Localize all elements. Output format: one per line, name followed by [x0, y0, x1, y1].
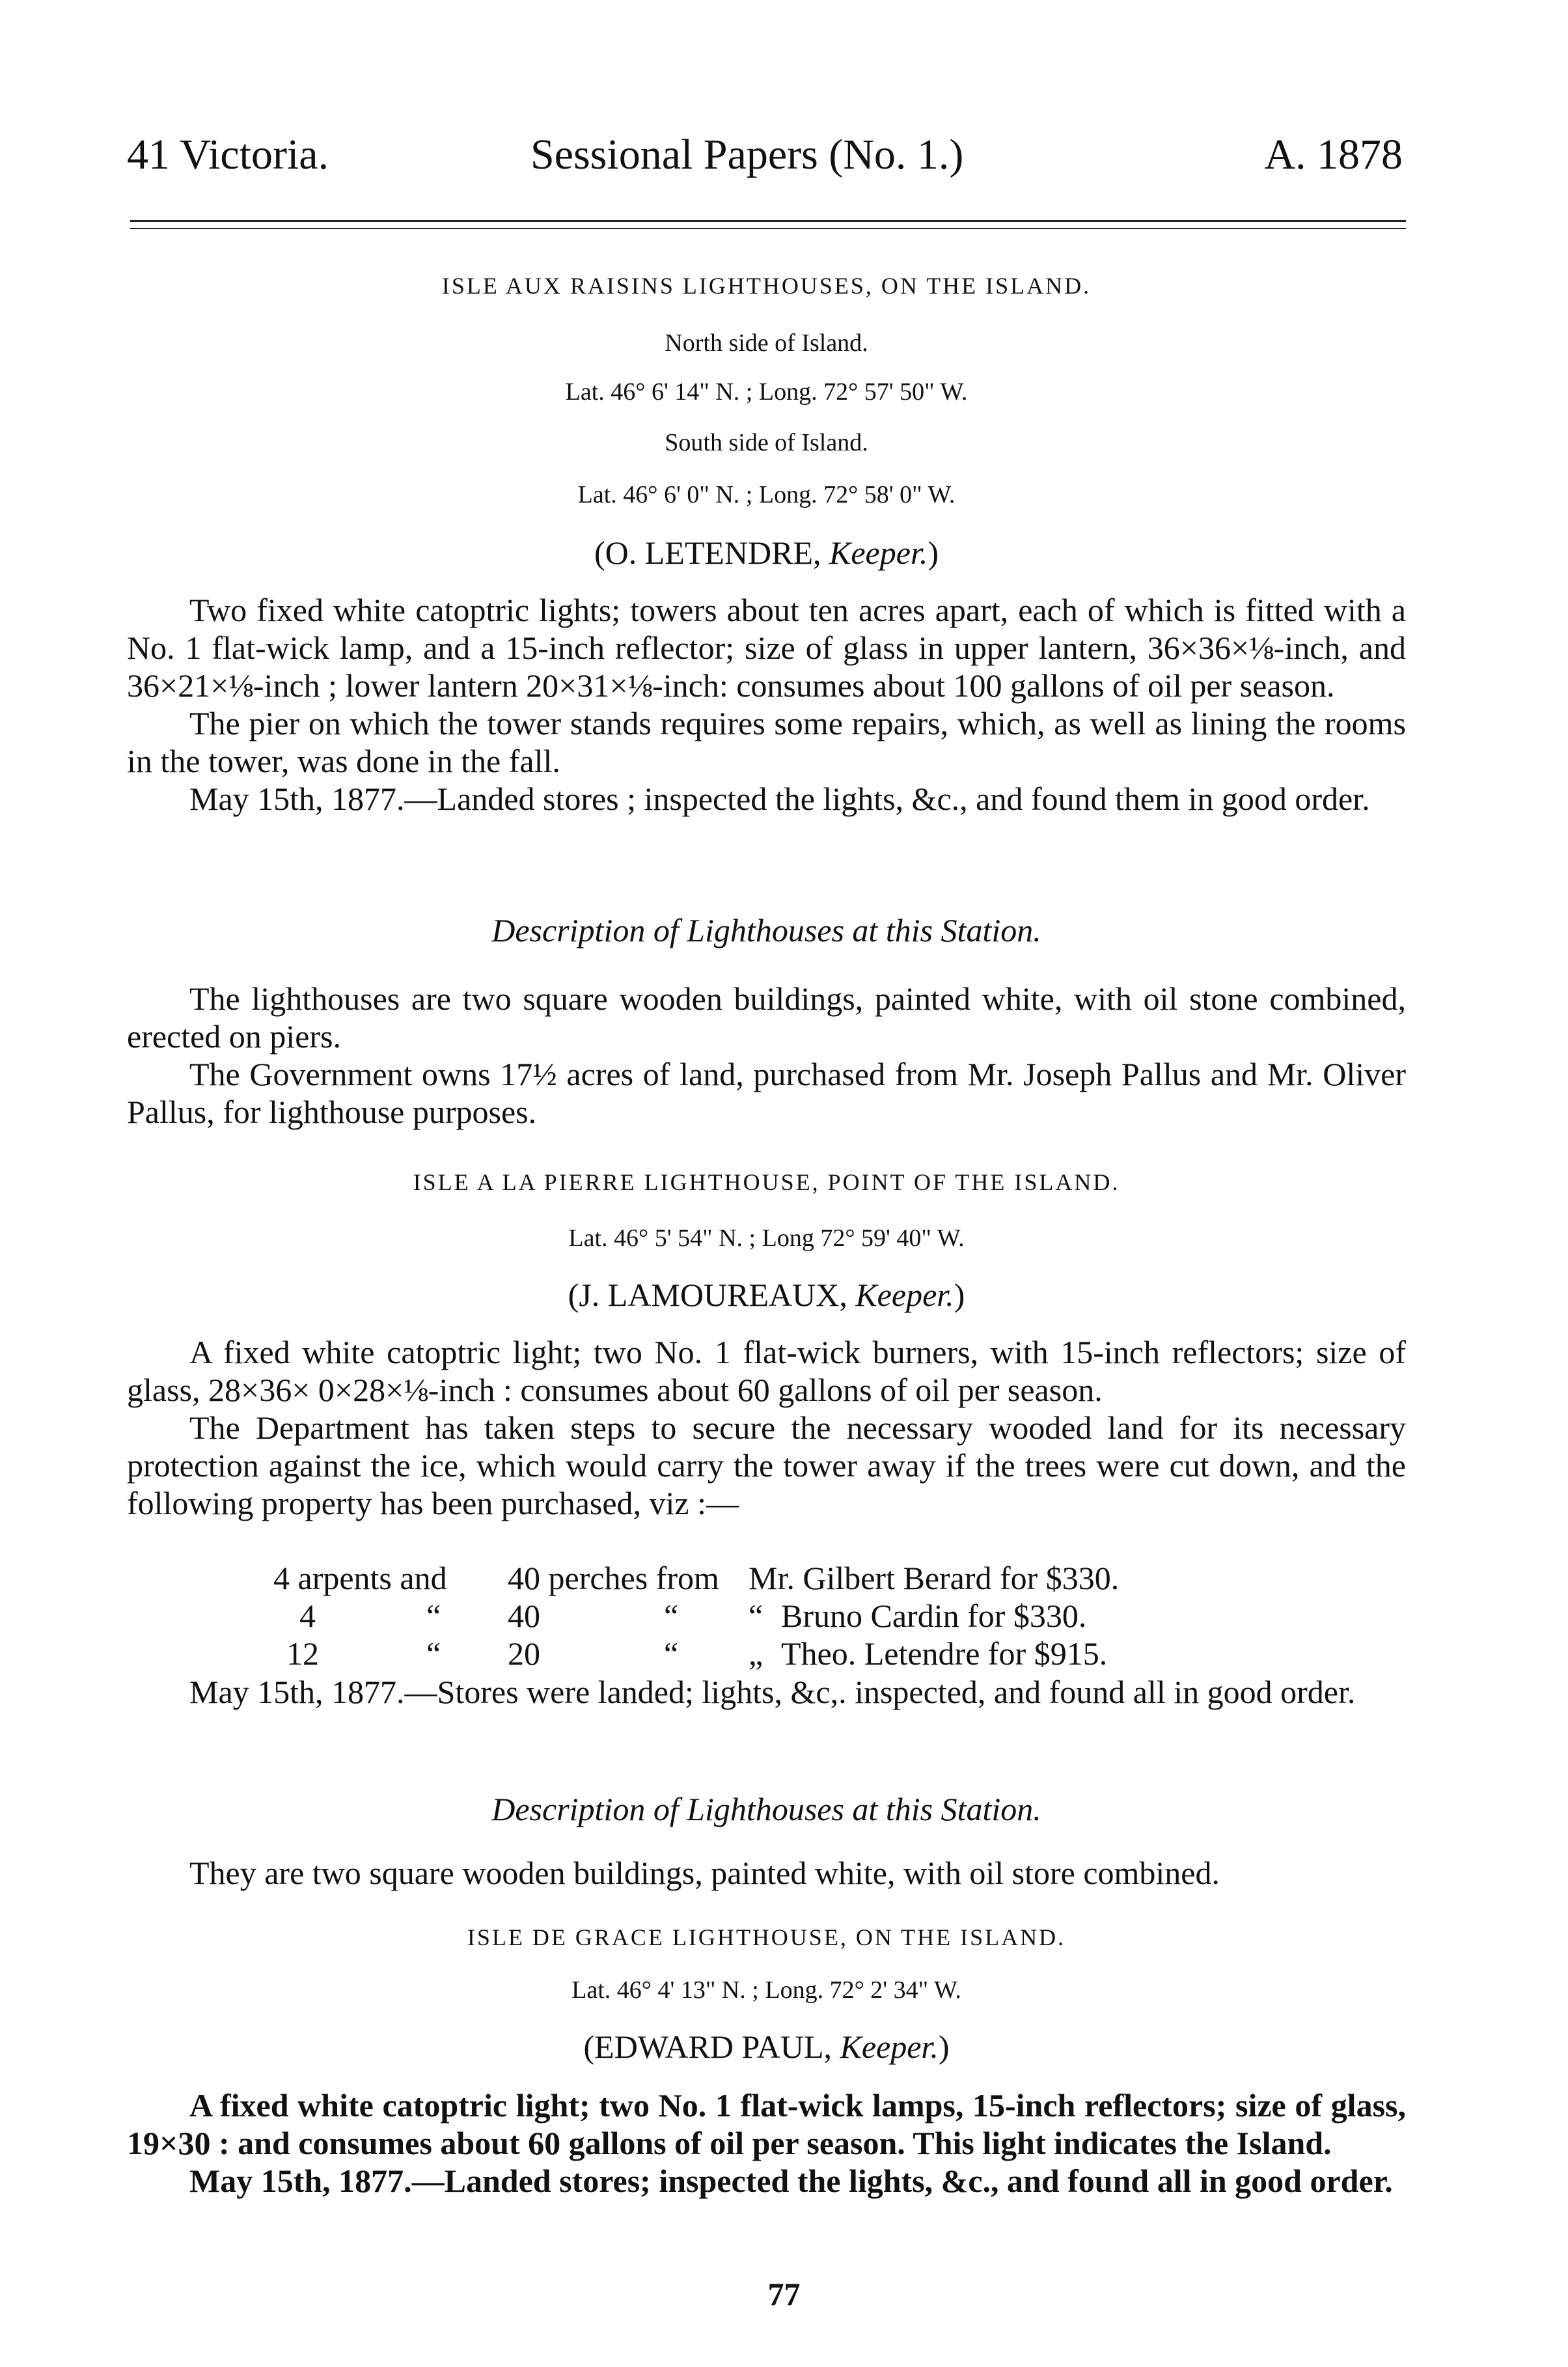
purchase-row: [247, 1635, 1224, 1672]
section-title: ISLE AUX RAISINS LIGHTHOUSES, ON THE ISLAND.: [441, 273, 1092, 299]
keeper-close: ): [928, 534, 939, 571]
purchase-row: [247, 1597, 1224, 1635]
keeper-name: EDWARD PAUL: [594, 2028, 824, 2065]
keeper-open: (O.: [594, 534, 645, 571]
description-heading: Description of Lighthouses at this Station.: [491, 1791, 1041, 1827]
arpents: 12: [286, 1635, 319, 1672]
location-line: Lat. 46° 6' 14" N. ; Long. 72° 57' 50" W.: [565, 378, 968, 406]
keeper-open: (: [583, 2028, 595, 2065]
location-line: Lat. 46° 5' 54" N. ; Long 72° 59' 40" W.: [568, 1225, 965, 1252]
paragraph: The Department has taken steps to secure the necessary wooded land for its necessary protection against the ice, which would carry the tower away if the trees were cut down, and the following property has been purchased, viz :—: [127, 1409, 1406, 1521]
seller: Theo. Letendre for $915.: [781, 1635, 1108, 1672]
ditto-mark: “: [664, 1635, 679, 1672]
header-year: A. 1878: [1264, 131, 1403, 178]
section-body: [127, 591, 1406, 818]
keeper-close: ): [938, 2028, 950, 2065]
header-rule-top: [130, 220, 1406, 222]
keeper-close: ): [954, 1277, 965, 1313]
header-title: Sessional Papers (No. 1.): [530, 131, 964, 178]
keeper-line: (J. LAMOUREAUX, Keeper.): [568, 1277, 965, 1313]
keeper-line: (EDWARD PAUL, Keeper.): [583, 2028, 950, 2065]
keeper-name: LETENDRE: [644, 534, 814, 571]
keeper-role: Keeper.: [829, 534, 928, 571]
page-number: 77: [767, 2276, 801, 2312]
description-body: [127, 980, 1406, 1131]
paragraph: Two fixed white catoptric lights; towers about ten acres apart, each of which is fitted with a No. 1 flat-wick lamp, and a 15-inch reflector; size of glass in upper lantern, 36×36×⅛-inch, and 36×21×⅛-inch ; lower lantern 20×31×⅛-inch: consumes about 100 gallons of oil per season.: [127, 592, 1406, 704]
arpents: 4 arpents and: [273, 1560, 447, 1596]
seller: Bruno Cardin for $330.: [781, 1598, 1087, 1634]
paragraph: May 15th, 1877.—Stores were landed; lights, &c,. inspected, and found all in good order.: [189, 1674, 1356, 1710]
keeper-role: Keeper.: [855, 1277, 954, 1313]
keeper-name: LAMOUREAUX: [607, 1277, 840, 1313]
closing-body: [127, 1673, 1406, 1711]
paragraph: The pier on which the tower stands requires some repairs, which, as well as lining the rooms in the tower, was done in the fall.: [127, 705, 1406, 779]
perches: 20: [508, 1635, 540, 1672]
location-line: Lat. 46° 4' 13" N. ; Long. 72° 2' 34" W.: [571, 1976, 961, 2004]
keeper-open: (J.: [568, 1277, 608, 1313]
paragraph: A fixed white catoptric light; two No. 1 flat-wick burners, with 15-inch reflectors; size of glass, 28×36× 0×28×⅛-inch : consumes about 60 gallons of oil per season.: [127, 1334, 1406, 1408]
location-line: Lat. 46° 6' 0" N. ; Long. 72° 58' 0" W.: [577, 481, 956, 508]
location-line: South side of Island.: [665, 429, 868, 456]
section-isle-aux-raisins: [127, 272, 1406, 299]
purchase-list: [247, 1559, 1224, 1672]
ditto-mark: “: [749, 1598, 763, 1634]
paragraph: May 15th, 1877.—Landed stores; inspected the lights, &c., and found all in good order.: [189, 2163, 1393, 2199]
section-isle-a-la-pierre: [127, 1169, 1406, 1196]
header-rule-bottom: [130, 228, 1406, 229]
keeper-line: (O. LETENDRE, Keeper.): [594, 534, 939, 571]
perches: 40: [508, 1598, 540, 1634]
paragraph: May 15th, 1877.—Landed stores ; inspected the lights, &c., and found them in good order.: [189, 781, 1370, 817]
keeper-role: Keeper.: [840, 2028, 939, 2065]
ditto-mark: “: [664, 1598, 679, 1634]
arpents: 4: [299, 1598, 316, 1634]
paragraph: A fixed white catoptric light; two No. 1 flat-wick lamps, 15-inch reflectors; size of glass, 19×30 : and consumes about 60 gallons of oil per season. This light indicates the Island.: [127, 2087, 1406, 2161]
ditto-mark: „: [749, 1635, 763, 1672]
location-line: North side of Island.: [665, 329, 868, 357]
ditto-mark: “: [426, 1635, 441, 1672]
perches: 40 perches from: [508, 1560, 719, 1596]
paragraph: They are two square wooden buildings, painted white, with oil store combined.: [189, 1855, 1220, 1891]
section-title: ISLE DE GRACE LIGHTHOUSE, ON THE ISLAND.: [467, 1924, 1066, 1950]
description-body: [127, 1854, 1406, 1892]
ditto-mark: “: [426, 1598, 441, 1634]
section-body: [127, 2086, 1406, 2200]
paragraph: The Government owns 17½ acres of land, purchased from Mr. Joseph Pallus and Mr. Oliver Pallus, for lighthouse purposes.: [127, 1056, 1406, 1130]
section-title: ISLE A LA PIERRE LIGHTHOUSE, POINT OF THE ISLAND.: [413, 1169, 1120, 1195]
section-body: [127, 1333, 1406, 1522]
header-session: 41 Victoria.: [127, 131, 329, 178]
running-head: [127, 130, 1403, 189]
paragraph: The lighthouses are two square wooden buildings, painted white, with oil stone combined, erected on piers.: [127, 980, 1406, 1055]
description-heading: Description of Lighthouses at this Station.: [491, 912, 1041, 948]
purchase-row: [247, 1559, 1224, 1597]
seller: Mr. Gilbert Berard for $330.: [749, 1560, 1120, 1596]
section-isle-de-grace: [127, 1924, 1406, 1951]
